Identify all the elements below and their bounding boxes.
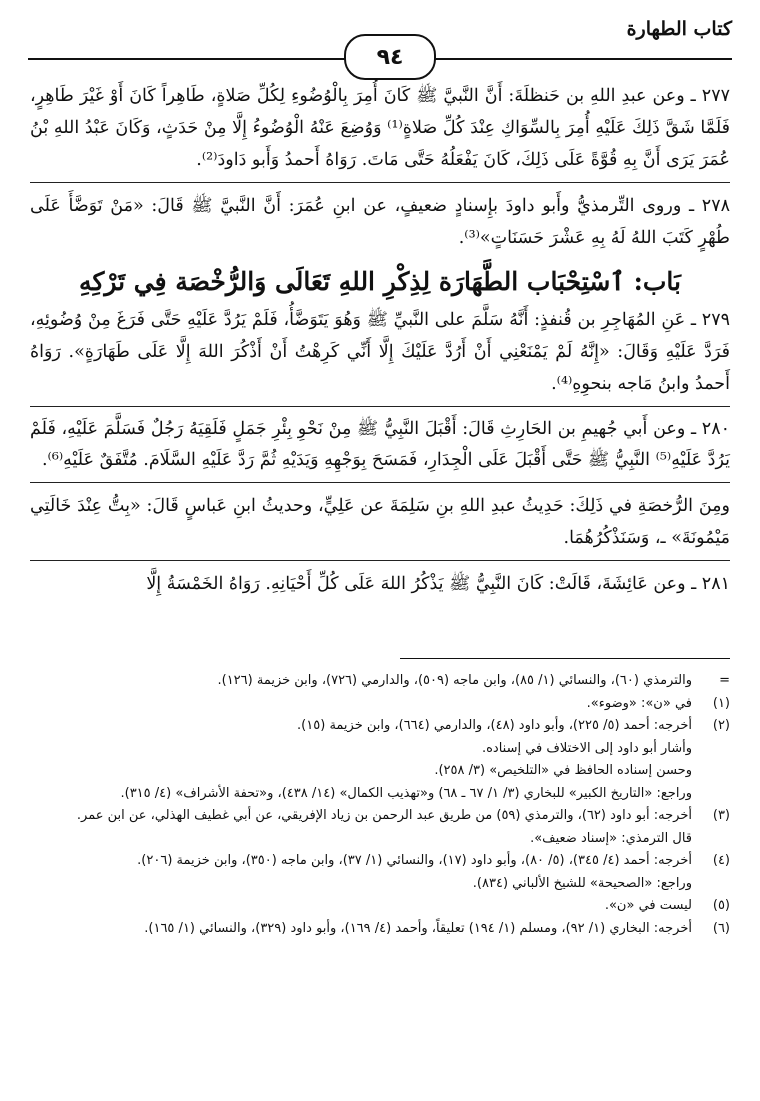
hadith-278: ٢٧٨ ـ وروى التِّرمذيُّ وأَبو داودَ بإِسنادٍ ضعيفٍ، عن ابنِ عُمَرَ: أَنَّ النَّبيَّ ﷺ قَالَ: «مَنْ تَوَضَّأَ عَلَى طُهْرٍ كَتَبَ اللهُ لَهُ بِهِ عَشْرَ حَسَنَاتٍ»⁽³⁾. [30,196,730,248]
footnote-4 [30,850,730,873]
footnote-text: ليست في «ن». [604,898,692,913]
footnote-text: أخرجه: أبو داود (٦٢)، والترمذي (٥٩) من طريق عبد الرحمن بن زياد الإفريقي، عن أبي غطيف الهذلي، عن ابن عمر. [76,808,692,823]
footnote-text: أخرجه: البخاري (١/ ٩٢)، ومسلم (١/ ١٩٤) تعليقاً، وأحمد (٤/ ١٦٩)، وأبو داود (٣٢٩)، والنسائي (١/ ١٦٥). [144,920,692,936]
footnote-2-line: وحسن إسناده الحافظ في «التلخيص» (٣/ ٢٥٨). [434,763,692,778]
hadith-281: ٢٨١ ـ وعن عَائِشَةَ، قَالَتْ: كَانَ النَّبِيُّ ﷺ يَذْكُرُ اللهَ عَلَى كُلِّ أَحْيَانِهِ. رَوَاهُ الخَمْسَةُ إِلَّا [146,574,730,594]
chapter-heading: بَاب: ٱسْتِحْبَاب الطَّهَارَة لِذِكْرِ اللهِ تَعَالَى وَالرُّخْصَة فِي تَرْكِهِ [79,267,681,296]
hadith-277: ٢٧٧ ـ وعن عبدِ اللهِ بن حَنظلَةَ: أَنَّ النَّبيَّ ﷺ كَانَ أُمِرَ بِالْوُضُوءِ لِكُلِّ صَلاةٍ، طَاهِراً كَانَ أَوْ غَيْرَ طَاهِرٍ، فَلَمَّا شَقَّ ذَلِكَ عَلَيْهِ أُمِرَ بِالسِّوَاكِ عِنْدَ كُلِّ صَلاةٍ⁽¹⁾ وَوُضِعَ عَنْهُ الْوُضُوءُ إِلَّا مِنْ حَدَثٍ، وَكَانَ عَبْدُ اللهِ بْنُ عُمَرَ يَرَى أَنَّ بِهِ قُوَّةً عَلَى ذَلِكَ، كَانَ يَفْعَلُهُ حَتَّى مَاتَ. رَوَاهُ أَحمدُ وَأَبو دَاودَ⁽²⁾. [30,86,730,170]
footnote-3-line: قال الترمذي: «إسناد ضعيف». [530,830,692,846]
footnote-marker: = [719,673,730,688]
hadith-separator [30,182,730,184]
footnote-marker: (٥) [712,898,730,913]
hadith-separator [30,406,730,408]
footnote-2 [30,715,730,738]
rukhsa-note: ومِنَ الرُّخصَةِ في ذَلِكَ: حَدِيثُ عبدِ اللهِ بنِ سَلِمَةَ عن عَلِيٍّ، وحديثُ ابنِ عَباسٍ قَالَ: «بِتُّ عِنْدَ خَالَتِي مَيْمُونَةَ» ـ، وَسَنَذْكُرُهُمَا. [30,496,730,548]
footnote-divider [400,658,730,659]
hadith-separator [30,482,730,484]
running-header-title: كتاب الطهارة [626,18,732,40]
main-text [30,80,730,606]
footnote-4-line: وراجع: «الصحيحة» للشيخ الألباني (٨٣٤). [472,875,692,891]
footnote-5 [30,895,730,918]
hadith-279: ٢٧٩ ـ عَنِ المُهَاجِرِ بن قُنفذٍ: أَنَّهُ سَلَّمَ على النَّبيِّ ﷺ وَهُوَ يَتَوَضَّأُ، فَلَمْ يَرُدَّ عَلَيْهِ حَتَّى فَرَغَ مِنْ وُضُوئِهِ، فَرَدَّ عَلَيْهِ وَقَالَ: «إِنَّهُ لَمْ يَمْنَعْنِي أَنْ أَرُدَّ عَلَيْكَ إِلَّا أَنِّي كَرِهْتُ أَنْ أَذْكُرَ اللهَ إِلَّا عَلَى طَهَارَةٍ». رَوَاهُ أَحمدُ وابنُ مَاجه بنحوِهِ⁽⁴⁾. [30,310,730,394]
footnote-marker: (٤) [712,853,730,868]
footnote-marker: (١) [712,695,730,711]
footnote-text: في «ن»: «وضوء». [586,695,692,711]
footnote-marker: (٦) [712,920,730,936]
footnotes [30,670,730,940]
hadith-separator [30,560,730,562]
footnote-2-line: وأشار أبو داود إلى الاختلاف في إسناده. [481,740,692,756]
footnote-text: والترمذي (٦٠)، والنسائي (١/ ٨٥)، وابن ماجه (٥٠٩)، والدارمي (٧٢٦)، وابن خزيمة (١٢٦). [217,673,692,688]
hadith-280: ٢٨٠ ـ وعن أَبي جُهيمِ بن الحَارِثِ قَالَ: أَقْبَلَ النَّبِيُّ ﷺ مِنْ نَحْوِ بِئْرِ جَمَلٍ فَلَقِيَهُ رَجُلٌ فَسَلَّمَ عَلَيْهِ، فَلَمْ يَرُدَّ عَلَيْهِ⁽⁵⁾ النَّبِيُّ ﷺ حَتَّى أَقْبَلَ عَلَى الْجِدَارِ، فَمَسَحَ بِوَجْهِهِ وَيَدَيْهِ ثُمَّ رَدَّ عَلَيْهِ السَّلَامَ. مُتَّفَقٌ عَلَيْهِ⁽⁶⁾. [30,419,730,470]
footnote-6 [30,918,730,941]
footnote-1 [30,693,730,716]
page-number-badge: ٩٤ [344,34,436,80]
footnote-2-line: وراجع: «التاريخ الكبير» للبخاري (٣/ ١/ ٦٧ ـ ٦٨) و«تهذيب الكمال» (١٤/ ٤٣٨)، و«تحفة الأشراف» (٤/ ٣١٥). [120,785,692,801]
footnote-continuation [30,670,730,693]
footnote-3 [30,805,730,828]
footnote-marker: (٣) [712,808,730,823]
footnote-text: أخرجه: أحمد (٤/ ٣٤٥)، (٥/ ٨٠)، وأبو داود (١٧)، والنسائي (١/ ٣٧)، وابن ماجه (٣٥٠)، وابن خزيمة (٢٠٦). [137,853,692,868]
footnote-marker: (٢) [712,718,730,733]
footnote-text: أخرجه: أحمد (٥/ ٢٢٥)، وأبو داود (٤٨)، والدارمي (٦٦٤)، وابن خزيمة (١٥). [297,718,692,733]
